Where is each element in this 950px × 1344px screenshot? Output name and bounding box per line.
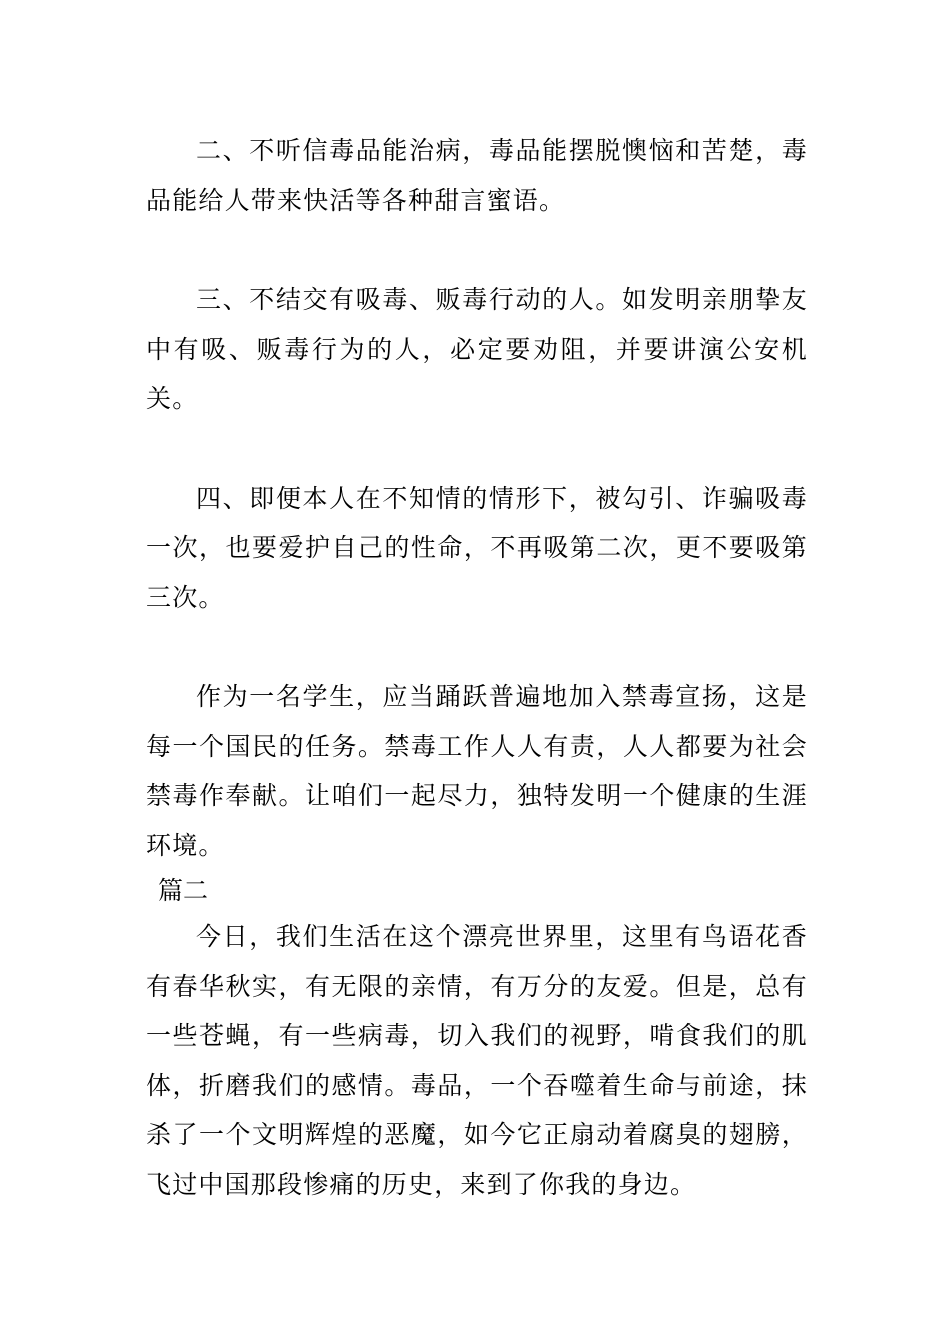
paragraph-conclusion: 作为一名学生，应当踊跃普遍地加入禁毒宣扬，这是每一个国民的任务。禁毒工作人人有责，人人都要为社会禁毒作奉献。让咱们一起尽力，独特发明一个健康的生涯环境。 [146, 682, 808, 860]
paragraph-point-four: 四、即便本人在不知情的情形下，被勾引、诈骗吸毒一次，也要爱护自己的性命，不再吸第二次，更不要吸第三次。 [146, 483, 808, 612]
section-heading: 篇二 [158, 876, 209, 905]
paragraph-point-two: 二、不听信毒品能治病，毒品能摆脱懊恼和苦楚，毒品能给人带来快活等各种甜言蜜语。 [146, 136, 808, 215]
paragraph-section-two-intro: 今日，我们生活在这个漂亮世界里，这里有鸟语花香有春华秋实，有无限的亲情，有万分的友爱。但是，总有一些苍蝇，有一些病毒，切入我们的视野，啃食我们的肌体，折磨我们的感情。毒品，一个吞噬着生命与前途，抹杀了一个文明辉煌的恶魔，如今它正扇动着腐臭的翅膀，飞过中国那段惨痛的历史，来到了你我的身边。 [146, 922, 808, 1199]
document-page [146, 126, 808, 1209]
paragraph-point-three: 三、不结交有吸毒、贩毒行动的人。如发明亲朋挚友中有吸、贩毒行为的人，必定要劝阻，并要讲演公安机关。 [146, 285, 808, 413]
